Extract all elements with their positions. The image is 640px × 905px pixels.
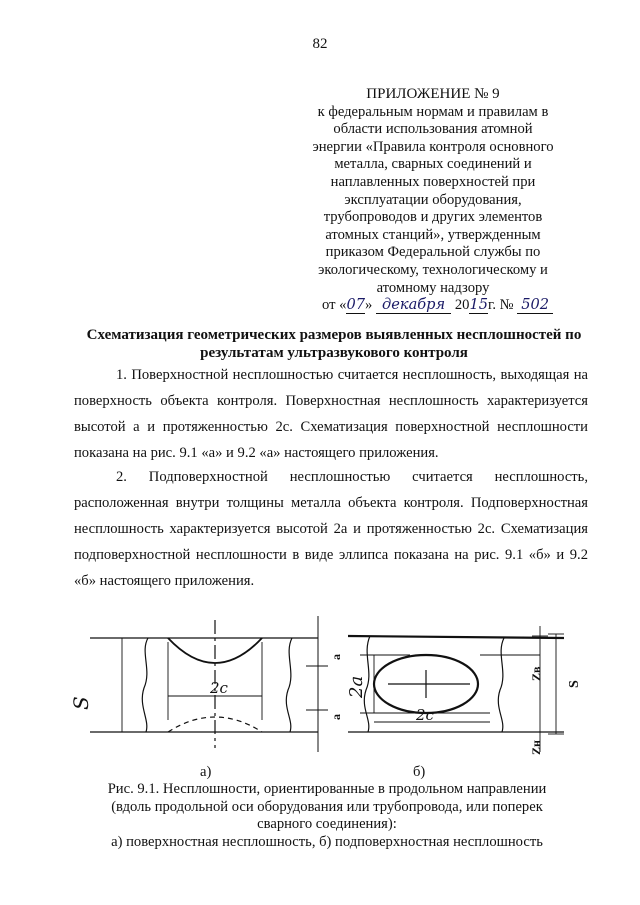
left-s-label: S	[69, 696, 93, 710]
appendix-line: приказом Федеральной службы по	[325, 244, 541, 261]
appendix-line: трубопроводов и других элементов	[323, 209, 543, 226]
caption-line: (вдоль продольной оси оборудования или трубопровода, или поперек	[111, 798, 543, 815]
appendix-line: металла, сварных соединений и	[334, 156, 532, 173]
caption-line: сварного соединения):	[257, 816, 397, 833]
figure-a-surface-flaw	[90, 616, 328, 752]
appendix-line: энергии «Правила контроля основного	[312, 138, 554, 155]
appendix-line: к федеральным нормам и правилам в	[317, 103, 549, 120]
right-zh-label: Zн	[529, 740, 543, 755]
left-2c-label: 2c	[210, 679, 228, 697]
caption-line: а) поверхностная несплошность, б) подповерхностная несплошность	[111, 833, 543, 850]
appendix-line: эксплуатации оборудования,	[344, 191, 522, 208]
appendix-block	[308, 86, 558, 297]
appendix-line: атомному надзору	[376, 279, 490, 296]
left-a-bottom-label: a	[329, 714, 343, 720]
order-mid1: »	[365, 297, 376, 313]
appendix-line: атомных станций», утвержденным	[325, 226, 541, 243]
right-2a-label: 2a	[346, 675, 367, 698]
figure-b-subsurface-flaw	[348, 626, 564, 752]
order-mid2: 20	[451, 297, 470, 313]
appendix-title: ПРИЛОЖЕНИЕ № 9	[366, 86, 500, 102]
figure-9-1	[70, 612, 580, 780]
break-line-right	[286, 638, 292, 732]
order-month: декабря	[376, 296, 451, 314]
plate-top-line-b	[348, 636, 564, 638]
order-prefix: от «	[322, 297, 347, 313]
appendix-line: области использования атомной	[333, 121, 533, 138]
page-number: 82	[312, 36, 328, 52]
right-s-label: S	[567, 680, 582, 688]
break-line-right-b	[498, 638, 504, 732]
right-2c-label: 2c	[416, 706, 434, 724]
paragraph-1: 1. Поверхностной несплошностью считается несплошность, выходящая на поверхность объекта контроля. Поверхностная несплошность характеризуется высотой a и протяженностью 2c. Схематизация поверхностной несплошности показана на рис. 9.1 «а» и 9.2 «а» настоящего приложения.	[74, 367, 588, 461]
order-date-line	[322, 296, 553, 314]
break-line-left	[142, 638, 148, 732]
appendix-line: наплавленных поверхностей при	[330, 173, 536, 190]
paragraph-2: 2. Подповерхностной несплошностью считается несплошность, расположенная внутри толщины металла объекта контроля. Подповерхностная несплошность характеризуется высотой 2a и протяженностью 2c. Схематизация подповерхностной несплошности в виде эллипса показана на рис. 9.1 «б» и 9.2 «б» настоящего приложения.	[74, 469, 588, 589]
order-year: 15	[469, 296, 489, 313]
figure-caption	[78, 781, 576, 851]
caption-line: Рис. 9.1. Несплошности, ориентированные в продольном направлении	[107, 781, 547, 797]
order-day: 07	[346, 296, 366, 313]
appendix-line: экологическому, технологическому и	[318, 261, 548, 278]
left-a-top-label: a	[329, 654, 343, 660]
order-number: 502	[517, 296, 553, 314]
section-heading: Схематизация геометрических размеров выявленных несплошностей по результатам ультразвукового контроля	[86, 327, 582, 361]
order-mid3: г. №	[488, 297, 518, 313]
figure-label-a: а)	[200, 764, 212, 780]
figure-label-b: б)	[413, 764, 426, 780]
right-zb-label: Zв	[529, 666, 543, 681]
